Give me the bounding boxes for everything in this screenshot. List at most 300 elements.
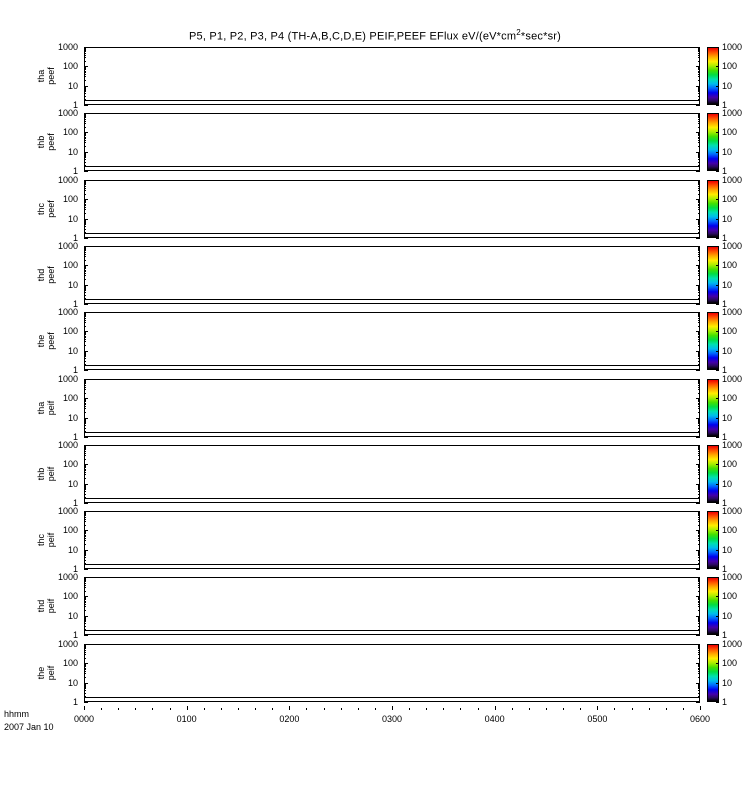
y-minor-tick bbox=[84, 254, 86, 255]
colorbar-tick-mark bbox=[716, 398, 719, 399]
y-tick-mark bbox=[84, 171, 88, 172]
y-minor-tick bbox=[84, 135, 86, 136]
y-minor-tick bbox=[698, 533, 700, 534]
y-minor-tick bbox=[84, 142, 86, 143]
panel-y-label-probe: the bbox=[36, 666, 46, 680]
x-minor-tick bbox=[170, 708, 171, 710]
y-minor-tick bbox=[698, 579, 700, 580]
x-minor-tick bbox=[306, 708, 307, 710]
y-minor-tick bbox=[84, 412, 86, 413]
colorbar-tick-label: 10 bbox=[722, 677, 733, 688]
y-minor-tick bbox=[84, 332, 86, 333]
y-minor-tick bbox=[84, 646, 86, 647]
y-minor-tick bbox=[698, 389, 700, 390]
panel-y-label-instrument: peef bbox=[46, 332, 56, 350]
x-tick-label: 0000 bbox=[73, 714, 95, 724]
data-trace bbox=[85, 697, 699, 698]
y-minor-tick bbox=[698, 157, 700, 158]
y-minor-tick bbox=[84, 693, 86, 694]
y-minor-tick bbox=[698, 91, 700, 92]
y-minor-tick bbox=[698, 200, 700, 201]
y-minor-tick bbox=[84, 478, 86, 479]
y-tick-label: 100 bbox=[62, 127, 78, 138]
y-minor-tick bbox=[698, 53, 700, 54]
y-minor-tick bbox=[698, 202, 700, 203]
panel-y-label-instrument: peif bbox=[46, 665, 56, 681]
y-minor-tick bbox=[698, 488, 700, 489]
colorbar-tick-mark bbox=[716, 635, 719, 636]
x-tick-label: 0400 bbox=[484, 714, 505, 724]
chart-title-pre: P5, P1, P2, P3, P4 (TH-A,B,C,D,E) PEIF,PEEF EFlux eV/(eV*cm bbox=[189, 30, 517, 43]
y-minor-tick bbox=[84, 602, 86, 603]
y-minor-tick bbox=[698, 249, 700, 250]
y-minor-tick bbox=[84, 186, 86, 187]
y-minor-tick bbox=[698, 183, 700, 184]
color-scale-bar bbox=[707, 379, 719, 437]
y-minor-tick bbox=[698, 316, 700, 317]
colorbar-tick-label: 1 bbox=[722, 630, 728, 640]
y-minor-tick bbox=[698, 469, 700, 470]
y-minor-tick bbox=[698, 289, 700, 290]
colorbar-tick-mark bbox=[716, 683, 719, 684]
y-minor-tick bbox=[84, 315, 86, 316]
colorbar-tick-label: 1000 bbox=[722, 639, 743, 649]
y-minor-tick bbox=[84, 383, 86, 384]
y-minor-tick bbox=[84, 226, 86, 227]
y-tick-mark bbox=[84, 702, 88, 703]
y-minor-tick bbox=[84, 525, 86, 526]
y-minor-tick bbox=[84, 224, 86, 225]
y-minor-tick bbox=[698, 555, 700, 556]
y-minor-tick bbox=[84, 385, 86, 386]
y-minor-tick bbox=[698, 314, 700, 315]
x-tick-mark bbox=[84, 706, 85, 710]
y-minor-tick bbox=[698, 333, 700, 334]
color-scale-bar bbox=[707, 246, 719, 304]
y-minor-tick bbox=[84, 449, 86, 450]
y-minor-tick bbox=[84, 87, 86, 88]
x-minor-tick bbox=[238, 708, 239, 710]
y-minor-tick bbox=[698, 337, 700, 338]
y-minor-tick bbox=[84, 387, 86, 388]
y-minor-tick bbox=[698, 451, 700, 452]
y-minor-tick bbox=[84, 181, 86, 182]
panel-y-label-instrument: peef bbox=[46, 266, 56, 284]
x-minor-tick bbox=[135, 708, 136, 710]
data-trace bbox=[85, 564, 699, 565]
y-tick-mark bbox=[696, 304, 700, 305]
y-minor-tick bbox=[698, 275, 700, 276]
panel-y-label-probe: thc bbox=[36, 203, 46, 216]
data-trace bbox=[85, 365, 699, 366]
y-minor-tick bbox=[84, 446, 86, 447]
y-minor-tick bbox=[84, 684, 86, 685]
y-minor-tick bbox=[84, 654, 86, 655]
y-minor-tick bbox=[84, 223, 86, 224]
y-tick-mark bbox=[84, 304, 88, 305]
spectrogram-panel bbox=[84, 47, 700, 105]
y-tick-label: 10 bbox=[67, 80, 78, 91]
y-minor-tick bbox=[84, 353, 86, 354]
colorbar-tick-label: 100 bbox=[722, 591, 738, 602]
x-minor-tick bbox=[580, 708, 581, 710]
y-minor-tick bbox=[698, 598, 700, 599]
panel-y-label-instrument: peef bbox=[46, 67, 56, 85]
y-minor-tick bbox=[698, 650, 700, 651]
y-minor-tick bbox=[84, 333, 86, 334]
y-minor-tick bbox=[84, 352, 86, 353]
colorbar-tick-label: 1 bbox=[722, 166, 728, 176]
y-minor-tick bbox=[698, 140, 700, 141]
y-minor-tick bbox=[698, 645, 700, 646]
x-minor-tick bbox=[512, 708, 513, 710]
y-minor-tick bbox=[698, 688, 700, 689]
y-minor-tick bbox=[698, 491, 700, 492]
y-tick-label: 10 bbox=[67, 345, 78, 356]
colorbar-tick-mark bbox=[716, 304, 719, 305]
panel-y-label-instrument: peef bbox=[46, 133, 56, 151]
y-tick-label: 1 bbox=[72, 299, 78, 309]
y-minor-tick bbox=[84, 540, 86, 541]
y-minor-tick bbox=[84, 138, 86, 139]
x-minor-tick bbox=[426, 708, 427, 710]
y-minor-tick bbox=[84, 213, 86, 214]
y-minor-tick bbox=[84, 157, 86, 158]
y-minor-tick bbox=[84, 275, 86, 276]
panel-y-label-probe: thb bbox=[36, 135, 46, 149]
y-tick-label: 1 bbox=[72, 233, 78, 243]
colorbar-tick-label: 10 bbox=[722, 213, 733, 224]
colorbar-tick-mark bbox=[716, 351, 719, 352]
y-minor-tick bbox=[84, 513, 86, 514]
y-minor-tick bbox=[84, 551, 86, 552]
x-tick-mark bbox=[597, 706, 598, 710]
x-minor-tick bbox=[101, 708, 102, 710]
y-minor-tick bbox=[698, 513, 700, 514]
y-minor-tick bbox=[698, 204, 700, 205]
y-minor-tick bbox=[84, 421, 86, 422]
y-minor-tick bbox=[84, 339, 86, 340]
y-tick-label: 1000 bbox=[57, 374, 78, 384]
y-minor-tick bbox=[698, 578, 700, 579]
y-minor-tick bbox=[698, 521, 700, 522]
y-minor-tick bbox=[84, 74, 86, 75]
y-minor-tick bbox=[84, 469, 86, 470]
y-tick-label: 100 bbox=[62, 260, 78, 271]
y-minor-tick bbox=[84, 690, 86, 691]
y-minor-tick bbox=[698, 601, 700, 602]
x-tick-mark bbox=[700, 706, 701, 710]
y-minor-tick bbox=[698, 48, 700, 49]
y-minor-tick bbox=[698, 403, 700, 404]
y-minor-tick bbox=[84, 313, 86, 314]
colorbar-tick-label: 10 bbox=[722, 544, 733, 555]
y-minor-tick bbox=[698, 540, 700, 541]
panel-y-label-probe: thc bbox=[36, 534, 46, 547]
y-minor-tick bbox=[698, 207, 700, 208]
y-tick-mark bbox=[84, 635, 88, 636]
y-minor-tick bbox=[698, 260, 700, 261]
x-minor-tick bbox=[460, 708, 461, 710]
y-minor-tick bbox=[84, 618, 86, 619]
spectrogram-panel bbox=[84, 246, 700, 304]
colorbar-tick-label: 1 bbox=[722, 564, 728, 574]
y-minor-tick bbox=[84, 155, 86, 156]
colorbar-tick-label: 100 bbox=[722, 525, 738, 536]
y-minor-tick bbox=[84, 61, 86, 62]
y-minor-tick bbox=[84, 53, 86, 54]
x-tick-label: 0600 bbox=[689, 714, 711, 724]
color-scale-bar bbox=[707, 577, 719, 635]
y-minor-tick bbox=[84, 591, 86, 592]
y-minor-tick bbox=[698, 560, 700, 561]
colorbar-tick-label: 100 bbox=[722, 658, 738, 669]
y-minor-tick bbox=[698, 121, 700, 122]
x-tick-label: 0300 bbox=[381, 714, 403, 724]
y-minor-tick bbox=[84, 466, 86, 467]
panel-y-label-probe: thb bbox=[36, 467, 46, 481]
y-minor-tick bbox=[698, 72, 700, 73]
y-minor-tick bbox=[698, 599, 700, 600]
y-minor-tick bbox=[84, 222, 86, 223]
colorbar-tick-mark bbox=[716, 663, 719, 664]
y-minor-tick bbox=[698, 142, 700, 143]
y-minor-tick bbox=[698, 266, 700, 267]
y-minor-tick bbox=[84, 91, 86, 92]
y-minor-tick bbox=[698, 629, 700, 630]
y-minor-tick bbox=[84, 617, 86, 618]
y-minor-tick bbox=[84, 256, 86, 257]
y-minor-tick bbox=[698, 652, 700, 653]
colorbar-tick-label: 1000 bbox=[722, 572, 743, 582]
y-minor-tick bbox=[84, 267, 86, 268]
y-minor-tick bbox=[84, 536, 86, 537]
y-tick-label: 1 bbox=[72, 498, 78, 508]
y-tick-label: 100 bbox=[62, 658, 78, 669]
colorbar-tick-label: 1 bbox=[722, 100, 728, 110]
colorbar-tick-mark bbox=[716, 550, 719, 551]
y-minor-tick bbox=[698, 223, 700, 224]
y-minor-tick bbox=[698, 93, 700, 94]
y-minor-tick bbox=[698, 606, 700, 607]
y-minor-tick bbox=[698, 292, 700, 293]
y-minor-tick bbox=[84, 532, 86, 533]
y-tick-label: 1 bbox=[72, 432, 78, 442]
y-minor-tick bbox=[84, 162, 86, 163]
y-minor-tick bbox=[698, 585, 700, 586]
colorbar-tick-mark bbox=[716, 265, 719, 266]
y-minor-tick bbox=[84, 554, 86, 555]
y-minor-tick bbox=[84, 533, 86, 534]
panel-y-label-instrument: peef bbox=[46, 200, 56, 218]
y-minor-tick bbox=[84, 49, 86, 50]
x-minor-tick bbox=[649, 708, 650, 710]
y-minor-tick bbox=[698, 119, 700, 120]
colorbar-tick-label: 10 bbox=[722, 478, 733, 489]
y-minor-tick bbox=[698, 345, 700, 346]
y-minor-tick bbox=[84, 664, 86, 665]
colorbar-tick-mark bbox=[716, 331, 719, 332]
y-minor-tick bbox=[84, 90, 86, 91]
y-minor-tick bbox=[698, 431, 700, 432]
y-minor-tick bbox=[84, 127, 86, 128]
y-tick-label: 1000 bbox=[57, 572, 78, 582]
y-minor-tick bbox=[84, 557, 86, 558]
y-minor-tick bbox=[698, 339, 700, 340]
y-minor-tick bbox=[84, 515, 86, 516]
y-tick-label: 1000 bbox=[57, 506, 78, 516]
y-minor-tick bbox=[698, 298, 700, 299]
y-minor-tick bbox=[84, 50, 86, 51]
y-minor-tick bbox=[698, 326, 700, 327]
y-minor-tick bbox=[84, 123, 86, 124]
x-minor-tick bbox=[324, 708, 325, 710]
y-minor-tick bbox=[84, 51, 86, 52]
y-minor-tick bbox=[84, 601, 86, 602]
y-minor-tick bbox=[698, 455, 700, 456]
y-minor-tick bbox=[698, 531, 700, 532]
y-minor-tick bbox=[698, 412, 700, 413]
y-minor-tick bbox=[84, 116, 86, 117]
y-minor-tick bbox=[84, 209, 86, 210]
y-minor-tick bbox=[698, 580, 700, 581]
y-minor-tick bbox=[84, 666, 86, 667]
y-minor-tick bbox=[698, 270, 700, 271]
y-minor-tick bbox=[698, 57, 700, 58]
y-minor-tick bbox=[698, 114, 700, 115]
y-minor-tick bbox=[84, 428, 86, 429]
y-minor-tick bbox=[84, 621, 86, 622]
y-minor-tick bbox=[698, 182, 700, 183]
y-tick-label: 1 bbox=[72, 100, 78, 110]
colorbar-tick-label: 1000 bbox=[722, 108, 743, 118]
y-minor-tick bbox=[698, 563, 700, 564]
spectrogram-panel bbox=[84, 445, 700, 503]
y-minor-tick bbox=[698, 685, 700, 686]
y-minor-tick bbox=[698, 554, 700, 555]
y-minor-tick bbox=[84, 497, 86, 498]
y-minor-tick bbox=[84, 381, 86, 382]
x-tick-label: 0100 bbox=[176, 714, 197, 724]
x-minor-tick bbox=[152, 708, 153, 710]
y-minor-tick bbox=[698, 400, 700, 401]
panel-y-label-probe: thd bbox=[36, 268, 46, 282]
y-minor-tick bbox=[698, 419, 700, 420]
y-minor-tick bbox=[698, 487, 700, 488]
y-minor-tick bbox=[698, 87, 700, 88]
spectrogram-panel bbox=[84, 511, 700, 569]
colorbar-tick-mark bbox=[716, 132, 719, 133]
y-minor-tick bbox=[698, 181, 700, 182]
y-tick-label: 1 bbox=[72, 564, 78, 574]
y-minor-tick bbox=[698, 602, 700, 603]
y-minor-tick bbox=[84, 190, 86, 191]
y-minor-tick bbox=[698, 205, 700, 206]
y-minor-tick bbox=[84, 579, 86, 580]
y-minor-tick bbox=[698, 658, 700, 659]
y-minor-tick bbox=[698, 696, 700, 697]
y-minor-tick bbox=[84, 289, 86, 290]
y-minor-tick bbox=[84, 604, 86, 605]
y-minor-tick bbox=[84, 205, 86, 206]
x-minor-tick bbox=[563, 708, 564, 710]
colorbar-tick-label: 10 bbox=[722, 279, 733, 290]
colorbar-tick-label: 100 bbox=[722, 393, 738, 404]
y-minor-tick bbox=[698, 514, 700, 515]
y-minor-tick bbox=[84, 606, 86, 607]
y-minor-tick bbox=[698, 155, 700, 156]
color-scale-bar bbox=[707, 644, 719, 702]
y-minor-tick bbox=[698, 647, 700, 648]
y-minor-tick bbox=[698, 361, 700, 362]
y-minor-tick bbox=[698, 669, 700, 670]
y-minor-tick bbox=[698, 268, 700, 269]
y-minor-tick bbox=[698, 49, 700, 50]
y-minor-tick bbox=[698, 290, 700, 291]
x-minor-tick bbox=[204, 708, 205, 710]
y-minor-tick bbox=[84, 354, 86, 355]
y-minor-tick bbox=[698, 355, 700, 356]
y-minor-tick bbox=[698, 190, 700, 191]
y-minor-tick bbox=[698, 687, 700, 688]
y-minor-tick bbox=[84, 290, 86, 291]
y-minor-tick bbox=[698, 467, 700, 468]
y-minor-tick bbox=[84, 260, 86, 261]
y-minor-tick bbox=[698, 267, 700, 268]
y-minor-tick bbox=[84, 453, 86, 454]
y-minor-tick bbox=[84, 422, 86, 423]
spectrogram-panel bbox=[84, 644, 700, 702]
y-minor-tick bbox=[84, 273, 86, 274]
colorbar-tick-mark bbox=[716, 199, 719, 200]
y-minor-tick bbox=[84, 472, 86, 473]
y-minor-tick bbox=[84, 202, 86, 203]
y-minor-tick bbox=[84, 467, 86, 468]
y-minor-tick bbox=[698, 313, 700, 314]
chart-title bbox=[0, 28, 750, 43]
y-tick-label: 100 bbox=[62, 525, 78, 536]
y-minor-tick bbox=[698, 604, 700, 605]
y-minor-tick bbox=[84, 69, 86, 70]
y-minor-tick bbox=[84, 268, 86, 269]
y-minor-tick bbox=[698, 165, 700, 166]
x-minor-tick bbox=[666, 708, 667, 710]
color-scale-bar bbox=[707, 312, 719, 370]
y-minor-tick bbox=[84, 322, 86, 323]
y-minor-tick bbox=[698, 591, 700, 592]
data-trace bbox=[85, 233, 699, 234]
y-tick-label: 1000 bbox=[57, 108, 78, 118]
y-minor-tick bbox=[698, 393, 700, 394]
y-tick-mark bbox=[696, 569, 700, 570]
colorbar-tick-mark bbox=[716, 86, 719, 87]
colorbar-tick-label: 1000 bbox=[722, 241, 743, 251]
y-minor-tick bbox=[698, 96, 700, 97]
y-minor-tick bbox=[84, 587, 86, 588]
y-minor-tick bbox=[698, 671, 700, 672]
y-minor-tick bbox=[84, 71, 86, 72]
y-minor-tick bbox=[698, 535, 700, 536]
y-minor-tick bbox=[84, 399, 86, 400]
colorbar-tick-label: 1000 bbox=[722, 374, 743, 384]
y-minor-tick bbox=[84, 696, 86, 697]
y-minor-tick bbox=[698, 254, 700, 255]
colorbar-tick-label: 10 bbox=[722, 146, 733, 157]
y-minor-tick bbox=[698, 138, 700, 139]
y-minor-tick bbox=[698, 525, 700, 526]
y-minor-tick bbox=[698, 162, 700, 163]
x-minor-tick bbox=[443, 708, 444, 710]
